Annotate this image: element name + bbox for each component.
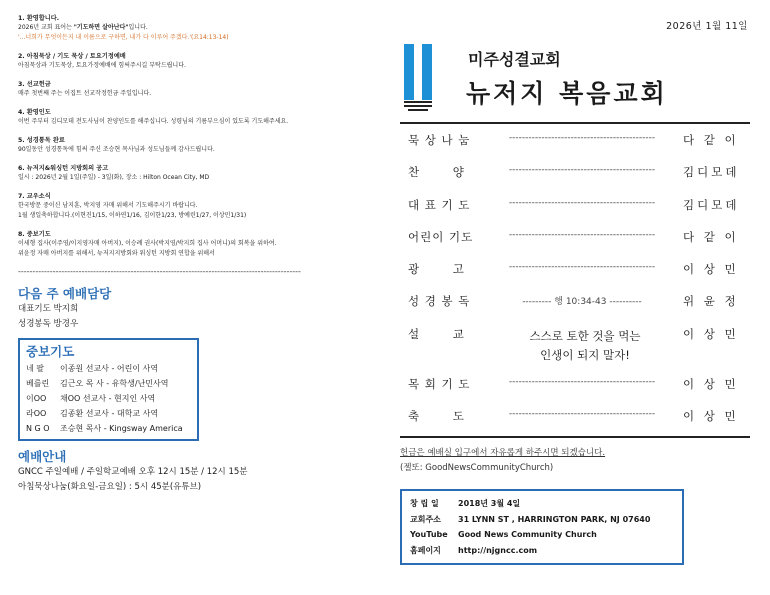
order-row	[400, 285, 750, 317]
church-name: 뉴저지 복음교회	[466, 79, 668, 108]
announcement-line: 2026년 교회 표어는 "기도하면 살아난다"입니다.	[18, 24, 148, 31]
announcement	[18, 136, 363, 155]
announcement-title: 8. 중보기도	[18, 231, 51, 238]
church-info-box	[400, 489, 684, 565]
bulletin-date: 2026년 1월 11일	[666, 21, 748, 32]
order-label: 어린이 기도	[408, 229, 474, 244]
order-leader-dashes: ---------------------------------------------	[508, 262, 656, 273]
order-person: 김디모데	[683, 197, 740, 212]
info-key: 교회주소	[410, 514, 441, 524]
announcement-title: 7. 교우소식	[18, 193, 51, 200]
intercession-missionary: 김근오 목 사 - 유학생/난민사역	[60, 379, 169, 388]
announcement-line: 일시 : 2026년 2월 1일(주일) - 3일(화), 장소 : Hilton Ocean City, MD	[18, 174, 210, 181]
announcement	[18, 14, 363, 43]
info-row	[410, 527, 674, 543]
info-row	[410, 496, 674, 512]
order-person: 김디모데	[683, 165, 740, 180]
announcement-line: 90일동안 성경통독에 힘써 주신 조승현 목사님과 성도님들께 감사드립니다.	[18, 146, 215, 153]
announcement-title: 2. 아침묵상 / 기도 묵상 / 토요기정예배	[18, 53, 126, 60]
info-key: 홈페이지	[410, 545, 441, 555]
info-key: YouTube	[410, 530, 448, 539]
order-bottom-rule	[400, 436, 750, 438]
order-row	[400, 400, 750, 432]
announcement-title: 3. 선교헌금	[18, 81, 51, 88]
worship-guide-item: 아침묵상나눔(화요일-금요일) : 5시 45분(유튜브)	[18, 482, 202, 492]
info-value: 31 LYNN ST , HARRINGTON PARK, NJ 07640	[458, 514, 651, 524]
announcement-title: 1. 환영합니다.	[18, 15, 60, 22]
intercession-missionary: 채OO 선교사 - 현지인 사역	[60, 394, 156, 403]
order-person: 이 상 민	[683, 326, 739, 341]
order-row	[400, 253, 750, 285]
info-value: Good News Community Church	[458, 530, 597, 539]
order-person: 이 상 민	[683, 409, 739, 424]
order-leader-dashes: ---------------------------------------------	[508, 376, 656, 387]
announcement	[18, 230, 363, 259]
sermon-title-line: 인생이 되지 말자!	[540, 347, 630, 362]
info-row	[410, 512, 674, 528]
order-label: 축 도	[408, 409, 465, 424]
order-label: 성 경 봉 독	[408, 294, 471, 309]
next-week-heading: 다음 주 예배담당	[18, 286, 112, 301]
worship-order	[400, 124, 750, 432]
announcement-line: 위윤정 자매 아버지를 위해서, 뉴저지지방회와 워싱턴 지방회 연합을 위해서	[18, 250, 215, 257]
intercession-missionary: 조승현 목사 - Kingsway America	[60, 424, 183, 433]
order-label: 묵 상 나 눔	[408, 133, 471, 147]
intercession-box	[18, 338, 199, 441]
order-person: 다 같 이	[683, 133, 739, 147]
order-person: 위 윤 정	[683, 294, 739, 309]
order-person: 이 상 민	[683, 376, 739, 391]
intercession-region: 네 팔	[26, 364, 44, 373]
intercession-region: 이OO	[26, 394, 47, 403]
announcement-line: 한국방문 중이신 남지훈, 박지영 자매 위해서 기도해주시기 바랍니다.	[18, 202, 198, 209]
info-value: http://njgncc.com	[458, 545, 538, 555]
church-subtitle: 미주성결교회	[468, 50, 561, 69]
announcement	[18, 80, 363, 99]
announcement	[18, 108, 363, 127]
order-row	[400, 189, 750, 221]
info-row	[410, 543, 674, 559]
intercession-heading: 중보기도	[26, 344, 75, 359]
order-row	[400, 156, 750, 188]
intercession-region: 베를린	[26, 379, 50, 388]
order-leader-dashes: ---------------------------------------------	[508, 197, 656, 208]
intercession-region: 라OO	[26, 409, 47, 418]
church-logo-icon	[404, 44, 434, 108]
announcement	[18, 52, 363, 71]
left-page	[18, 14, 363, 495]
intercession-row	[26, 361, 191, 376]
announcement	[18, 192, 363, 221]
next-week-item: 성경봉독 방경우	[18, 319, 79, 329]
church-motto: "기도하면 살아난다"	[73, 24, 129, 31]
offering-line: 헌금은 예배실 입구에서 자유롭게 하주시면 되겠습니다.	[400, 448, 606, 458]
order-row	[400, 318, 750, 368]
worship-guide-heading: 예배안내	[18, 449, 67, 464]
announcement-line: 아침묵상과 기도묵상, 토요가정예배에 힘써주시길 부탁드립니다.	[18, 62, 186, 69]
intercession-missionary: 김종환 선교사 - 대학교 사역	[60, 409, 159, 418]
info-key: 창 립 일	[410, 499, 439, 508]
announcement-line: 매주 첫번째 주는 이집트 선교작정헌금 주일입니다.	[18, 90, 152, 97]
intercession-row	[26, 391, 191, 406]
sermon-title	[500, 327, 670, 365]
announcement-title: 6. 뉴저지&워싱턴 지방회의 공고	[18, 165, 109, 172]
announcement-line: 이세형 집사(이주영/이지영자매 아버지), 이승례 권사(박지영/박지희 집사 어머니)의 회복을 위하여.	[18, 240, 277, 247]
order-row	[400, 368, 750, 400]
section-divider: --------------------------------------------------------------------------------------------------	[18, 268, 301, 276]
order-leader-dashes: ---------------------------------------------	[508, 409, 656, 420]
next-week-item: 대표기도 박지희	[18, 304, 79, 314]
intercession-region: N G O	[26, 424, 50, 433]
order-leader-dashes: ---------------------------------------------	[508, 133, 656, 143]
order-leader-dashes: ---------------------------------------------	[508, 229, 656, 240]
order-label: 대 표 기 도	[408, 197, 471, 212]
intercession-missionary: 이종원 선교사 - 어린이 사역	[60, 364, 159, 373]
announcement-line: '...너희가 무엇이든지 내 이름으로 구하면, 내가 다 이루어 주겠다.'(요14:13-14)	[18, 34, 229, 41]
order-person: 다 같 이	[683, 229, 739, 244]
order-label: 설 교	[408, 326, 465, 341]
order-row	[400, 124, 750, 156]
worship-guide-item: GNCC 주일예배 / 주일학교예배 오후 12시 15분 / 12시 15분	[18, 467, 248, 477]
intercession-row	[26, 421, 191, 436]
announcement-line: 1월 생일축하합니다.(이현진1/15, 이하연1/16, 김이한1/23, 방예린1/27, 이상민1/31)	[18, 212, 247, 219]
order-label: 광 고	[408, 262, 465, 277]
intercession-row	[26, 406, 191, 421]
offering-account: (젤또: GoodNewsCommunityChurch)	[400, 463, 554, 473]
announcement-line: 이번 주부터 김디모데 전도사님이 찬양인도를 해주십니다. 성령님의 기름부으심이 있도록 기도해주세요.	[18, 118, 289, 125]
right-page	[400, 14, 750, 594]
announcement-title: 5. 성경통독 완료	[18, 137, 65, 144]
intercession-row	[26, 376, 191, 391]
order-label: 찬 양	[408, 165, 465, 180]
order-label: 목 회 기 도	[408, 376, 471, 391]
info-value: 2018년 3월 4일	[458, 499, 521, 508]
announcement-title: 4. 환영인도	[18, 109, 51, 116]
order-row	[400, 221, 750, 253]
offering-note	[400, 446, 605, 476]
announcement-list	[18, 14, 363, 259]
announcement	[18, 164, 363, 183]
sermon-title-line: 스스로 토한 것을 먹는	[529, 328, 641, 343]
order-leader-dashes: ---------------------------------------------	[508, 165, 656, 176]
order-leader-dashes: --------- 행 10:34-43 ----------	[522, 297, 642, 308]
order-person: 이 상 민	[683, 262, 739, 277]
